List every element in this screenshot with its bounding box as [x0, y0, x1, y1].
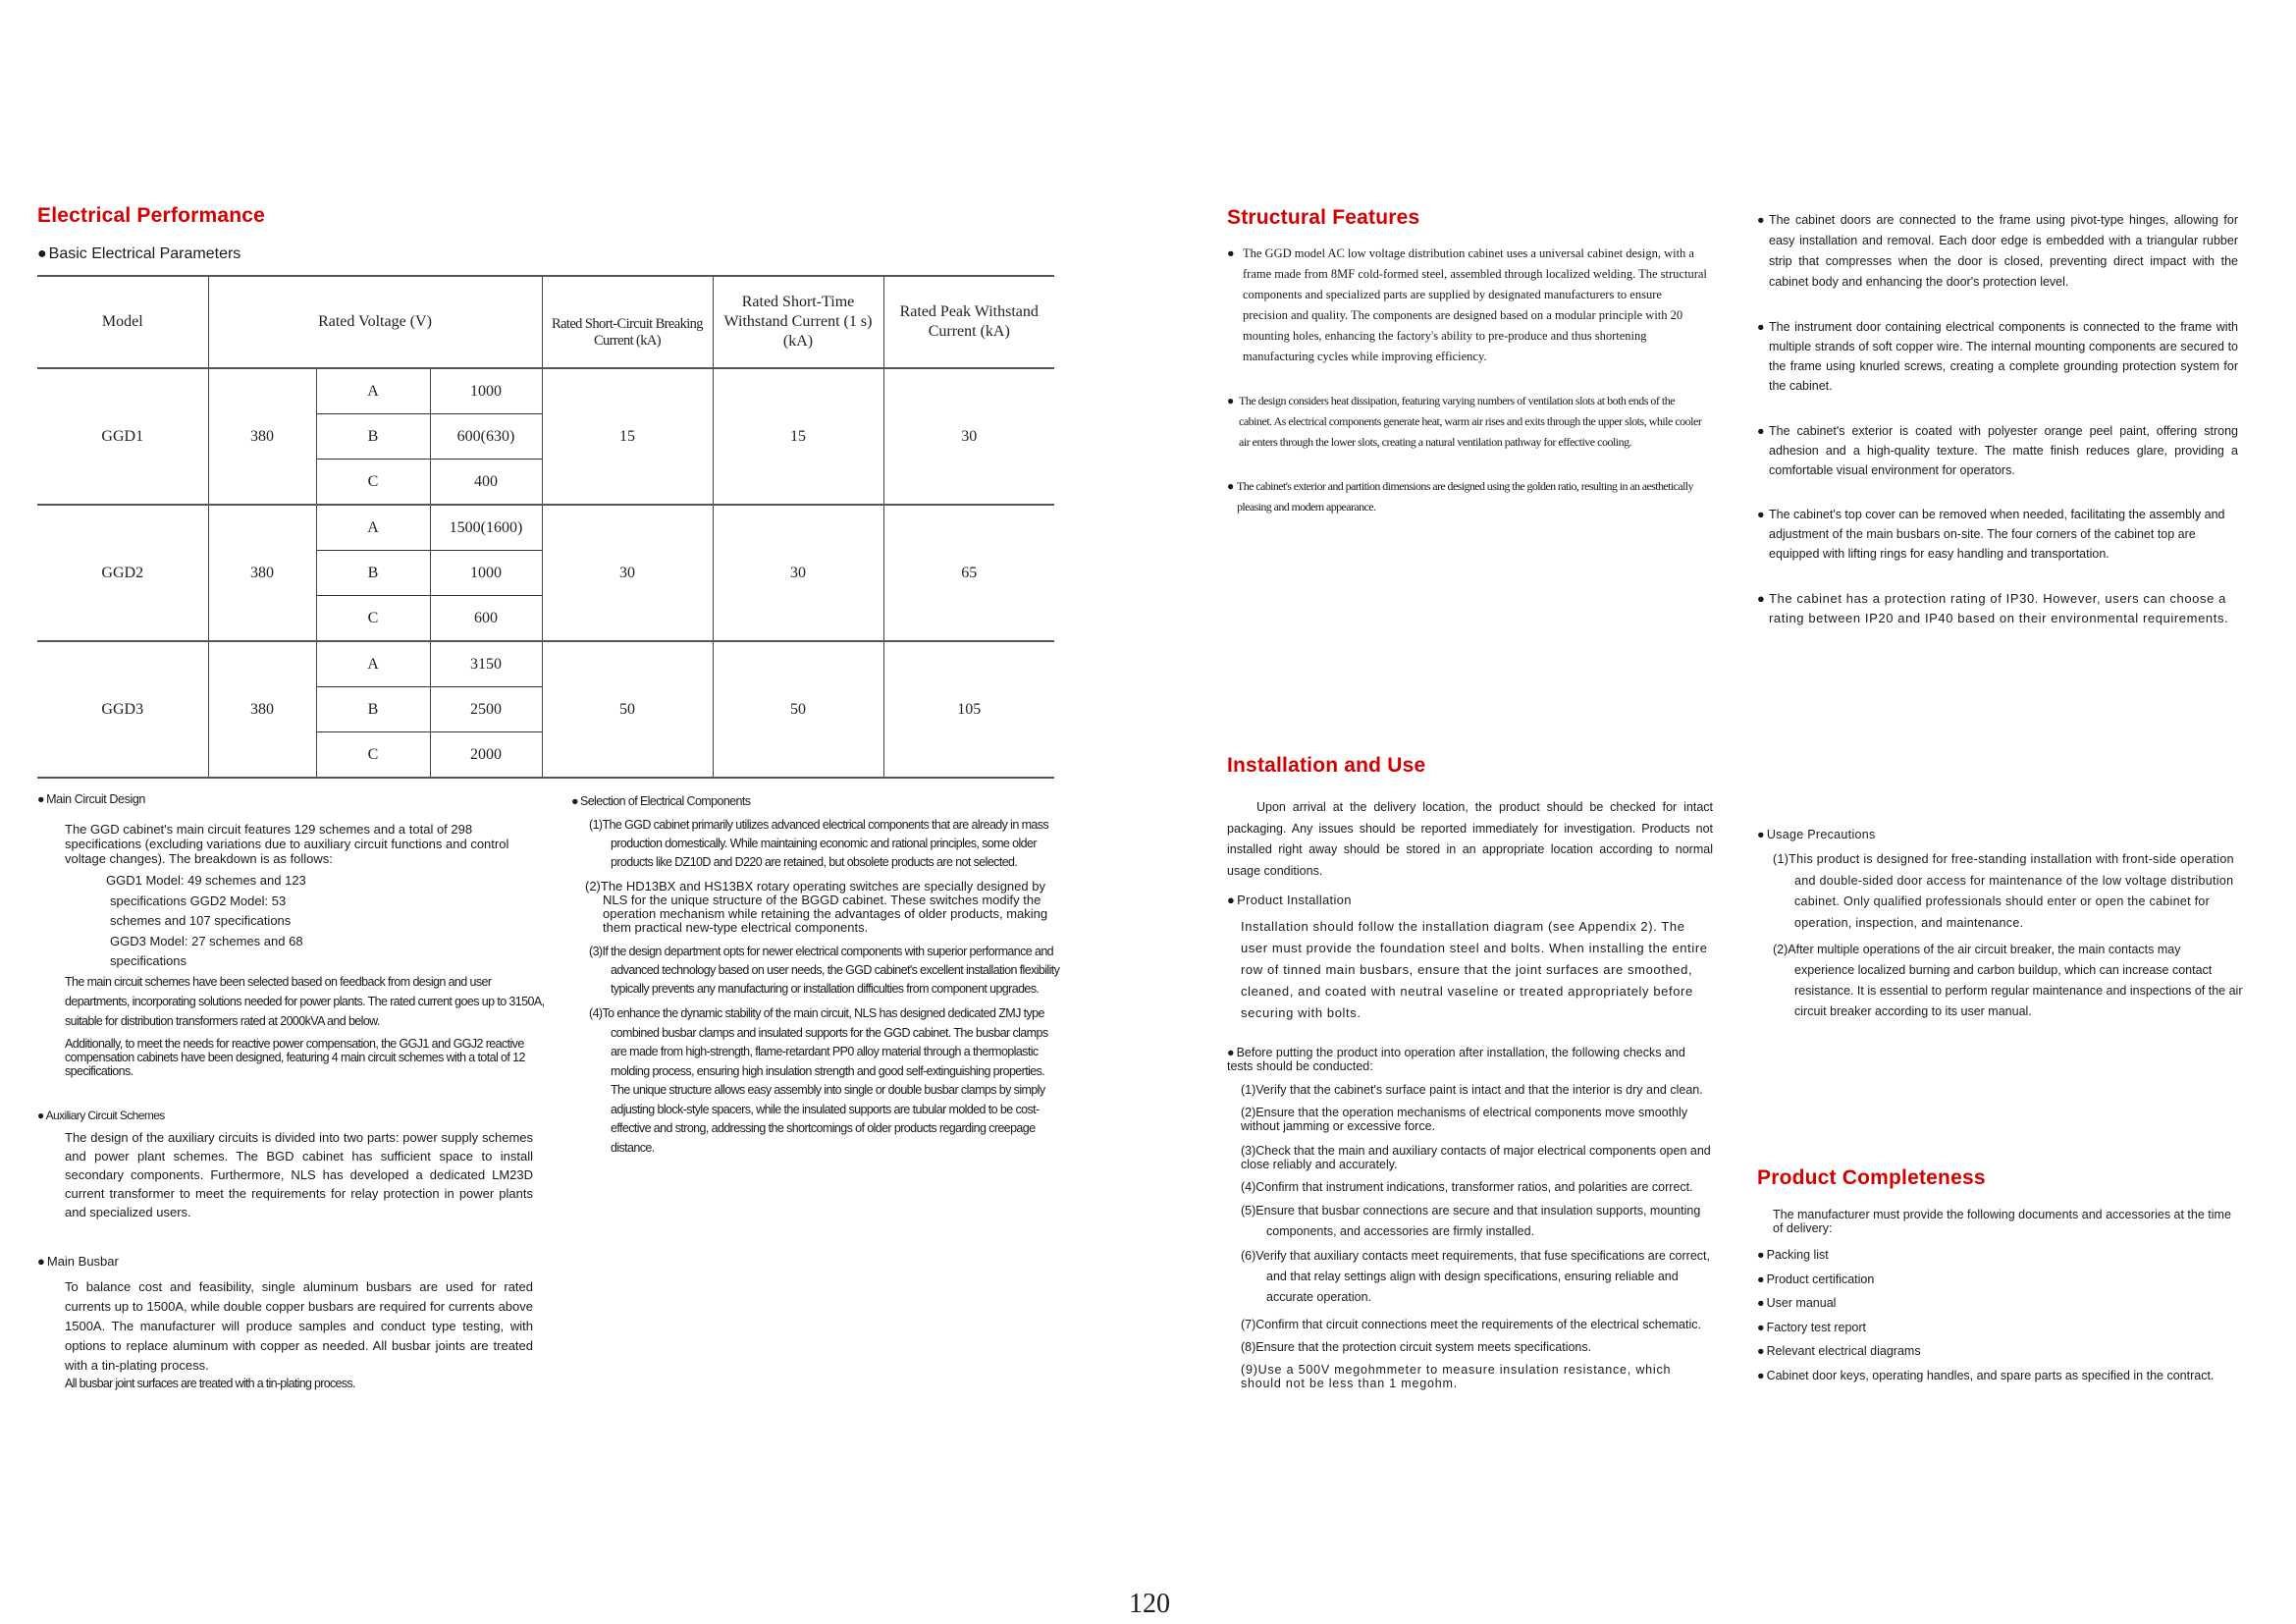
precaution-item: (1)This product is designed for free-standing installation with front-side operation and double-sided door access for maintenance of the low voltage distribution cabinet. Only qualified professionals should enter or open the cabinet for operation, inspection, and maintenance. — [1773, 852, 2234, 930]
cell-voltage: 380 — [208, 368, 316, 505]
cell-model: GGD2 — [37, 505, 208, 641]
check-item: (6)Verify that auxiliary contacts meet requirements, that fuse specifications are correct, and that relay settings align with design specifications, ensuring reliable and accurate operation. — [1241, 1249, 1710, 1304]
cell-breaking: 15 — [542, 368, 713, 505]
cell-rated-current: 600 — [430, 596, 542, 642]
usage-precautions-section — [1757, 827, 2243, 1022]
component-item: (4)To enhance the dynamic stability of the main circuit, NLS has designed dedicated ZMJ type combined busbar clamps and insulated supports for the GGD cabinet. The busbar clamps are made from high-strength, flame-retardant PP0 alloy material through a thermoplastic molding process, ensuring high insulation strength and good self-extinguishing properties. The unique structure allows easy assembly into single or double busbar clamps by simply adjusting block-style spacers, while the insulated supports are tubular molded to be cost-effective and strong, addressing the shortcomings of older products regarding creepage distance. — [589, 1006, 1048, 1155]
cell-grade: B — [316, 414, 430, 460]
breakdown-line: specifications GGD2 Model: 53 — [110, 893, 287, 908]
check-item: (4)Confirm that instrument indications, transformer ratios, and polarities are correct. — [1241, 1180, 1693, 1194]
structural-item-text: The cabinet's exterior and partition dimensions are designed using the golden ratio, resulting in an aesthetically pleasing and modern appearance. — [1237, 479, 1693, 514]
cell-grade: B — [316, 551, 430, 596]
section-title-installation-and-use: Installation and Use — [1227, 754, 1426, 777]
bullet-icon: ● — [1227, 479, 1234, 493]
header-breaking-current: Rated Short-Circuit Breaking Current (kA) — [542, 276, 713, 368]
cell-short-time: 30 — [713, 505, 883, 641]
structural-item — [1757, 589, 2238, 628]
auxiliary-section — [37, 1108, 533, 1221]
cell-model: GGD3 — [37, 641, 208, 778]
subsection-basic-electrical-parameters: ● Basic Electrical Parameters — [37, 245, 240, 262]
cell-grade: A — [316, 641, 430, 687]
cell-voltage: 380 — [208, 641, 316, 778]
cell-rated-current: 600(630) — [430, 414, 542, 460]
check-item: (5)Ensure that busbar connections are secure and that insulation supports, mounting components, and accessories are firmly installed. — [1241, 1204, 1701, 1238]
auxiliary-text: The design of the auxiliary circuits is divided into two parts: power supply schemes and power plant schemes. The BGD cabinet has sufficient space to install secondary components. Furthermore, NLS has developed a dedicated LM23D current transformer to meet the requirements for relay protection in power plants and specialized users. — [65, 1130, 533, 1219]
check-item: (7)Confirm that circuit connections meet the requirements of the electrical schematic. — [1241, 1318, 1701, 1331]
cell-rated-current: 400 — [430, 460, 542, 506]
bullet-icon: ● — [1757, 508, 1765, 521]
cell-rated-current: 2000 — [430, 732, 542, 779]
structural-item — [1227, 391, 1708, 453]
structural-item — [1227, 476, 1708, 517]
header-peak-current: Rated Peak Withstand Current (kA) — [883, 276, 1054, 368]
cell-grade: C — [316, 732, 430, 779]
product-installation-text: Installation should follow the installation diagram (see Appendix 2). The user must provide the foundation steel and bolts. When installing the entire row of tinned main busbars, ensure that the joint surfaces are smoothed, cleaned, and coated with neutral vaseline or treated appropriately before securing with bolts. — [1241, 919, 1708, 1020]
main-circuit-para2: The main circuit schemes have been selected based on feedback from design and user departments, incorporating solutions needed for power plants. The rated current goes up to 3150A, suitable for distribution transformers rated at 2000kVA and below. — [65, 974, 545, 1028]
completeness-list — [1757, 1243, 2238, 1382]
bullet-icon: ● — [1227, 246, 1235, 260]
check-item: (9)Use a 500V megohmmeter to measure insulation resistance, which should not be less than 1 megohm. — [1241, 1363, 1672, 1390]
bullet-icon: ● — [1757, 213, 1765, 227]
structural-item — [1227, 244, 1708, 367]
cell-grade: A — [316, 505, 430, 551]
breakdown-line: specifications — [110, 953, 187, 968]
structural-item — [1757, 505, 2238, 564]
cell-short-time: 15 — [713, 368, 883, 505]
component-item: (2)The HD13BX and HS13BX rotary operating switches are specially designed by NLS for the unique structure of the BGGD cabinet. These switches modify the operation mechanism while retaining the advantages of older products, making them practical new-type electrical components. — [585, 879, 1048, 935]
structural-item — [1757, 317, 2238, 396]
completeness-item: ● Relevant electrical diagrams — [1757, 1339, 2238, 1364]
page-number: 120 — [1129, 1589, 1170, 1619]
structural-item-text: The cabinet has a protection rating of IP30. However, users can choose a rating between IP20 and IP40 based on their environmental requirements. — [1769, 591, 2229, 625]
main-circuit-breakdown — [37, 871, 548, 972]
completeness-item: ● Product certification — [1757, 1268, 2238, 1292]
cell-rated-current: 3150 — [430, 641, 542, 687]
cell-rated-current: 2500 — [430, 687, 542, 732]
completeness-item: ● Packing list — [1757, 1243, 2238, 1268]
header-rated-voltage: Rated Voltage (V) — [208, 276, 542, 368]
main-circuit-para3: Additionally, to meet the needs for reactive power compensation, the GGJ1 and GGJ2 reactive compensation cabinets have been designed, featuring 4 main circuit schemes with a total of 12 specifications. — [65, 1036, 525, 1078]
busbar-heading: ● Main Busbar — [37, 1253, 533, 1270]
structural-item-text: The cabinet doors are connected to the frame using pivot-type hinges, allowing for easy installation and removal. Each door edge is embedded with a triangular rubber strip that compresses when the door is closed, preventing direct impact with the cabinet body and enhancing the door's protection level. — [1769, 213, 2238, 289]
cell-model: GGD1 — [37, 368, 208, 505]
cell-peak: 105 — [883, 641, 1054, 778]
component-item: (3)If the design department opts for newer electrical components with superior performance and advanced technology based on user needs, the GGD cabinet's excellent installation flexibility typically prevents any manufacturing or installation difficulties from component upgrades. — [589, 945, 1060, 996]
structural-item — [1757, 210, 2238, 293]
check-item: (2)Ensure that the operation mechanisms of electrical components move smoothly without jamming or excessive force. — [1241, 1106, 1688, 1133]
completeness-intro: The manufacturer must provide the following documents and accessories at the time of delivery: — [1773, 1208, 2231, 1235]
checks-list — [1227, 1083, 1713, 1390]
cell-rated-current: 1000 — [430, 368, 542, 414]
cell-rated-current: 1500(1600) — [430, 505, 542, 551]
structural-right-column — [1757, 210, 2238, 628]
structural-item — [1757, 421, 2238, 480]
section-title-electrical-performance: Electrical Performance — [37, 204, 266, 227]
product-installation-heading: ● Product Installation — [1227, 892, 1713, 908]
busbar-section — [37, 1253, 533, 1391]
completeness-item: ● Cabinet door keys, operating handles, and spare parts as specified in the contract. — [1757, 1369, 2238, 1382]
table-row — [37, 505, 1054, 551]
cell-grade: B — [316, 687, 430, 732]
table-row — [37, 641, 1054, 687]
busbar-text: To balance cost and feasibility, single aluminum busbars are used for rated currents up to 1500A, while double copper busbars are required for currents above 1500A. The manufacturer will produce samples and conduct type testing, with options to replace aluminum with copper as needed. All busbar joints are treated with a tin-plating process. — [65, 1279, 533, 1373]
usage-precautions-heading: ● Usage Precautions — [1757, 827, 2243, 843]
components-section — [571, 793, 1062, 1158]
cell-short-time: 50 — [713, 641, 883, 778]
structural-item-text: The instrument door containing electrical components is connected to the frame with multiple strands of soft copper wire. The internal mounting components are secured to the frame using knurled screws, creating a complete grounding protection system for the cabinet. — [1769, 320, 2238, 393]
installation-intro: Upon arrival at the delivery location, the product should be checked for intact packaging. Any issues should be reported immediately for investigation. Products not installed right away should be stored in an appropriate location according to normal usage conditions. — [1227, 800, 1713, 878]
breakdown-line: GGD1 Model: 49 schemes and 123 — [106, 873, 306, 888]
structural-left-column — [1227, 244, 1708, 517]
table-header-row — [37, 276, 1054, 368]
check-item: (1)Verify that the cabinet's surface paint is intact and that the interior is dry and clean. — [1241, 1083, 1703, 1097]
cell-rated-current: 1000 — [430, 551, 542, 596]
bullet-icon: ● — [1227, 394, 1234, 407]
cell-peak: 30 — [883, 368, 1054, 505]
bullet-icon: ● — [1757, 424, 1765, 438]
cell-grade: A — [316, 368, 430, 414]
bullet-icon: ● — [1757, 320, 1765, 334]
structural-item-text: The GGD model AC low voltage distribution cabinet uses a universal cabinet design, with a frame made from 8MF cold-formed steel, assembled through localized welding. The structural components and specialized parts are supplied by designated manufacturers to ensure precision and quality. The components are designed based on a modular principle with 20 mounting holes, enhancing the factory's ability to pre-produce and thus shortening manufacturing cycles while improving efficiency. — [1243, 246, 1707, 363]
auxiliary-heading: ● Auxiliary Circuit Schemes — [37, 1108, 533, 1124]
section-title-product-completeness: Product Completeness — [1757, 1166, 1986, 1189]
main-circuit-section — [37, 791, 548, 1078]
cell-voltage: 380 — [208, 505, 316, 641]
completeness-section — [1757, 1208, 2238, 1382]
header-model: Model — [37, 276, 208, 368]
check-item: (3)Check that the main and auxiliary contacts of major electrical components open and close reliably and accurately. — [1241, 1144, 1711, 1171]
components-heading: ● Selection of Electrical Components — [571, 793, 1062, 810]
cell-peak: 65 — [883, 505, 1054, 641]
installation-section — [1227, 797, 1713, 1390]
cell-breaking: 50 — [542, 641, 713, 778]
breakdown-line: schemes and 107 specifications — [110, 913, 292, 928]
structural-item-text: The design considers heat dissipation, featuring varying numbers of ventilation slots at both ends of the cabinet. As electrical components generate heat, warm air rises and exits through the upper slots, while cooler air enters through the lower slots, creating a natural ventilation pathway for effective cooling. — [1239, 394, 1702, 449]
component-item: (1)The GGD cabinet primarily utilizes advanced electrical components that are already in mass production domestically. While maintaining economic and rational principles, some older products like DZ10D and D220 are retained, but obsolete products are not selected. — [589, 818, 1049, 869]
busbar-text2: All busbar joint surfaces are treated with a tin-plating process. — [65, 1377, 355, 1390]
bullet-icon: ● — [1757, 591, 1766, 606]
structural-item-text: The cabinet's exterior is coated with polyester orange peel paint, offering strong adhesion and a high-quality texture. The matte finish reduces glare, providing a comfortable visual environment for operators. — [1769, 424, 2238, 477]
main-circuit-intro: The GGD cabinet's main circuit features 129 schemes and a total of 298 specifications (excluding variations due to auxiliary circuit functions and control voltage changes). The breakdown is as follows: — [65, 822, 509, 866]
cell-breaking: 30 — [542, 505, 713, 641]
completeness-item: ● User manual — [1757, 1291, 2238, 1316]
structural-item-text: The cabinet's top cover can be removed when needed, facilitating the assembly and adjustment of the main busbars on-site. The four corners of the cabinet top are equipped with lifting rings for easy handling and transportation. — [1769, 508, 2225, 561]
precaution-item: (2)After multiple operations of the air circuit breaker, the main contacts may experience localized burning and carbon buildup, which can increase contact resistance. It is essential to perform regular maintenance and inspections of the air circuit breaker according to its user manual. — [1773, 943, 2243, 1018]
electrical-parameters-table — [37, 275, 1054, 779]
header-short-time-current: Rated Short-Time Withstand Current (1 s) (kA) — [713, 276, 883, 368]
main-circuit-heading: ● Main Circuit Design — [37, 791, 548, 808]
check-item: (8)Ensure that the protection circuit system meets specifications. — [1241, 1340, 1592, 1354]
cell-grade: C — [316, 460, 430, 506]
checks-heading: ● Before putting the product into operation after installation, the following checks and tests should be conducted: — [1227, 1046, 1713, 1073]
breakdown-line: GGD3 Model: 27 schemes and 68 — [110, 933, 303, 948]
table-row — [37, 368, 1054, 414]
completeness-item: ● Factory test report — [1757, 1316, 2238, 1340]
section-title-structural-features: Structural Features — [1227, 206, 1420, 229]
cell-grade: C — [316, 596, 430, 642]
